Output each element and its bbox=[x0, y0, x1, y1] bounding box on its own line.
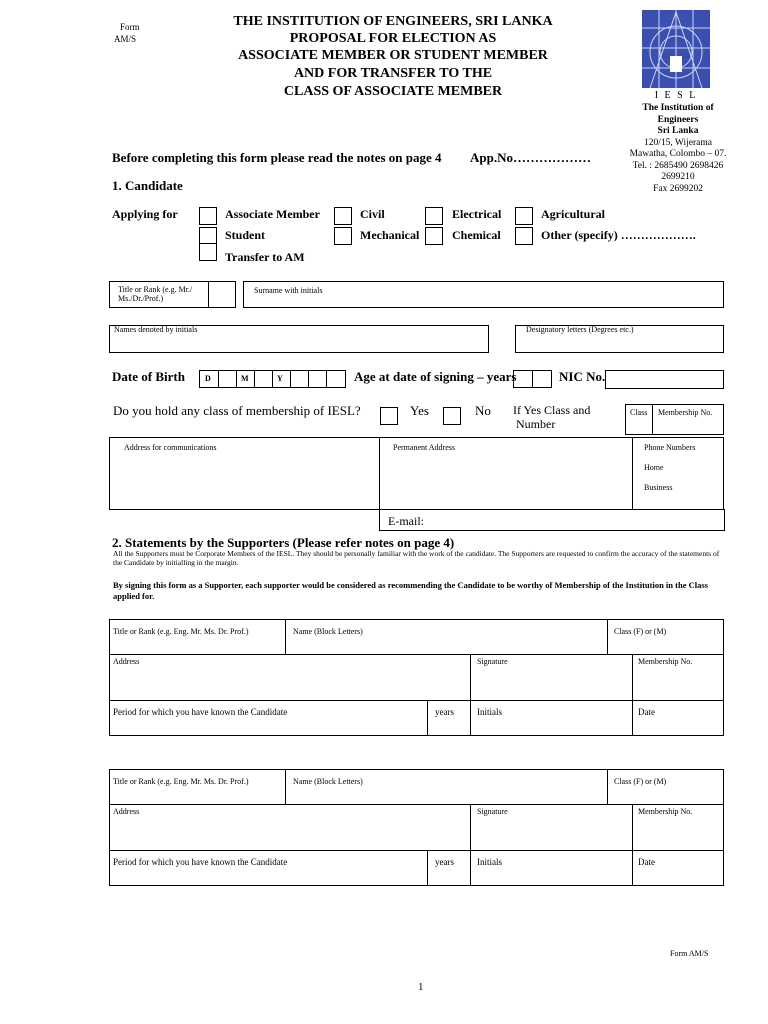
perm-addr-label: Permanent Address bbox=[393, 443, 455, 452]
hold-membership-question: Do you hold any class of membership of IESL? bbox=[113, 403, 361, 418]
section2-para1: All the Supporters must be Corporate Members of the IESL. They should be personally familiar with the work of the candidate. The Supporters are requested to confirm the accuracy of the statements of the Candidate by initialling in the margin. bbox=[113, 549, 720, 567]
title-line-2: PROPOSAL FOR ELECTION AS bbox=[289, 31, 497, 46]
s2-membership-no: Membership No. bbox=[638, 807, 693, 816]
s2-period: Period for which you have known the Candidate bbox=[113, 857, 288, 867]
s2-name: Name (Block Letters) bbox=[293, 777, 363, 786]
inst-name-3: Sri Lanka bbox=[657, 126, 699, 136]
s2-years: years bbox=[435, 857, 454, 867]
checkbox-no[interactable] bbox=[443, 407, 461, 425]
section2-heading: 2. Statements by the Supporters (Please refer notes on page 4) bbox=[112, 535, 455, 550]
form-code-line1: Form bbox=[120, 22, 140, 32]
title-line-1: THE INSTITUTION OF ENGINEERS, SRI LANKA bbox=[233, 14, 553, 29]
s2-initials: Initials bbox=[477, 857, 502, 867]
checkbox-civil[interactable] bbox=[334, 207, 352, 225]
option-chemical: Chemical bbox=[452, 228, 501, 242]
inst-name-1: The Institution of bbox=[642, 103, 714, 113]
iesl-logo-icon bbox=[640, 8, 712, 90]
s2-class: Class (F) or (M) bbox=[614, 777, 667, 786]
option-transfer-am: Transfer to AM bbox=[225, 250, 305, 264]
dob-day-label: D bbox=[205, 374, 211, 383]
nic-label: NIC No. bbox=[559, 369, 606, 384]
surname-field[interactable] bbox=[243, 281, 724, 308]
app-no[interactable]: App.No……………… bbox=[470, 150, 591, 165]
home-phone-label: Home bbox=[644, 463, 664, 472]
s1-years: years bbox=[435, 707, 454, 717]
membership-no-label: Membership No. bbox=[658, 408, 713, 417]
title-line-3: ASSOCIATE MEMBER OR STUDENT MEMBER bbox=[238, 48, 548, 63]
s2-address: Address bbox=[113, 807, 140, 816]
business-phone-label: Business bbox=[644, 483, 673, 492]
institution-address bbox=[598, 103, 758, 195]
designatory-label: Designatory letters (Degrees etc.) bbox=[526, 325, 634, 334]
class-label: Class bbox=[630, 408, 648, 417]
s2-title-rank: Title or Rank (e.g. Eng. Mr. Ms. Dr. Prof.) bbox=[113, 777, 249, 786]
nic-field[interactable] bbox=[605, 370, 724, 389]
dob-year-label: Y bbox=[277, 374, 283, 383]
logo-text: I E S L bbox=[654, 90, 698, 101]
s1-title-rank: Title or Rank (e.g. Eng. Mr. Ms. Dr. Prof.) bbox=[113, 627, 249, 636]
title-rank-divider bbox=[208, 281, 209, 308]
title-rank-field[interactable] bbox=[109, 281, 236, 308]
checkbox-mechanical[interactable] bbox=[334, 227, 352, 245]
footer-form-code: Form AM/S bbox=[670, 949, 709, 958]
option-other: Other (specify) ………………. bbox=[541, 228, 696, 242]
if-yes-label-2: Number bbox=[516, 417, 556, 431]
names-initials-label: Names denoted by initials bbox=[114, 325, 198, 334]
inst-name-2: Engineers bbox=[657, 114, 699, 125]
s1-signature: Signature bbox=[477, 657, 508, 666]
s1-initials: Initials bbox=[477, 707, 502, 717]
surname-label: Surname with initials bbox=[254, 286, 323, 295]
option-associate-member: Associate Member bbox=[225, 207, 320, 221]
checkbox-associate-member[interactable] bbox=[199, 207, 217, 225]
s1-membership-no: Membership No. bbox=[638, 657, 693, 666]
iesl-logo bbox=[640, 8, 712, 104]
age-label: Age at date of signing – years bbox=[354, 369, 517, 384]
s2-date: Date bbox=[638, 857, 655, 867]
inst-fax: Fax 2699202 bbox=[653, 183, 703, 194]
dob-month-label: M bbox=[241, 374, 249, 383]
option-electrical: Electrical bbox=[452, 207, 502, 221]
title-line-4: AND FOR TRANSFER TO THE bbox=[293, 66, 493, 81]
yes-label: Yes bbox=[410, 403, 429, 418]
addr-comm-label: Address for communications bbox=[124, 443, 217, 452]
form-code-line2: AM/S bbox=[114, 34, 137, 44]
class-membership-field[interactable] bbox=[625, 404, 724, 435]
checkbox-other[interactable] bbox=[515, 227, 533, 245]
inst-tel-2: 2699210 bbox=[661, 172, 695, 182]
title-rank-label: Title or Rank (e.g. Mr./ Ms./Dr./Prof.) bbox=[118, 285, 193, 303]
checkbox-yes[interactable] bbox=[380, 407, 398, 425]
inst-tel: Tel. : 2685490 2698426 bbox=[632, 160, 724, 171]
option-mechanical: Mechanical bbox=[360, 228, 420, 242]
checkbox-electrical[interactable] bbox=[425, 207, 443, 225]
title-line-5: CLASS OF ASSOCIATE MEMBER bbox=[283, 84, 503, 99]
option-student: Student bbox=[225, 228, 266, 242]
phone-label: Phone Numbers bbox=[644, 443, 696, 452]
s1-address: Address bbox=[113, 657, 140, 666]
s1-date: Date bbox=[638, 707, 655, 717]
if-yes-label: If Yes Class and bbox=[513, 403, 591, 417]
dob-label: Date of Birth bbox=[112, 369, 185, 384]
inst-addr-2: Mawatha, Colombo – 07. bbox=[629, 149, 727, 159]
option-agricultural: Agricultural bbox=[541, 207, 605, 221]
checkbox-chemical[interactable] bbox=[425, 227, 443, 245]
checkbox-agricultural[interactable] bbox=[515, 207, 533, 225]
section2-para2: By signing this form as a Supporter, each supporter would be considered as recommending the Candidate to be worthy of Membership of the Institution in the Class applied for. bbox=[113, 580, 708, 601]
section1-heading: 1. Candidate bbox=[112, 178, 183, 193]
page-number: 1 bbox=[418, 981, 424, 993]
s2-signature: Signature bbox=[477, 807, 508, 816]
age-field[interactable] bbox=[513, 370, 552, 388]
checkbox-transfer-am[interactable] bbox=[199, 243, 217, 261]
s1-class: Class (F) or (M) bbox=[614, 627, 667, 636]
applying-for-label: Applying for bbox=[112, 207, 178, 221]
email-label: E-mail: bbox=[388, 514, 424, 528]
option-civil: Civil bbox=[360, 207, 385, 221]
designatory-field[interactable] bbox=[515, 325, 724, 353]
no-label: No bbox=[475, 403, 491, 418]
email-field[interactable] bbox=[379, 509, 725, 531]
inst-addr-1: 120/15, Wijerama bbox=[643, 137, 713, 148]
notice-text: Before completing this form please read the notes on page 4 bbox=[112, 150, 442, 165]
dob-field[interactable] bbox=[199, 370, 346, 388]
s1-name: Name (Block Letters) bbox=[293, 627, 363, 636]
s1-period: Period for which you have known the Candidate bbox=[113, 707, 288, 717]
names-initials-field[interactable] bbox=[109, 325, 489, 353]
